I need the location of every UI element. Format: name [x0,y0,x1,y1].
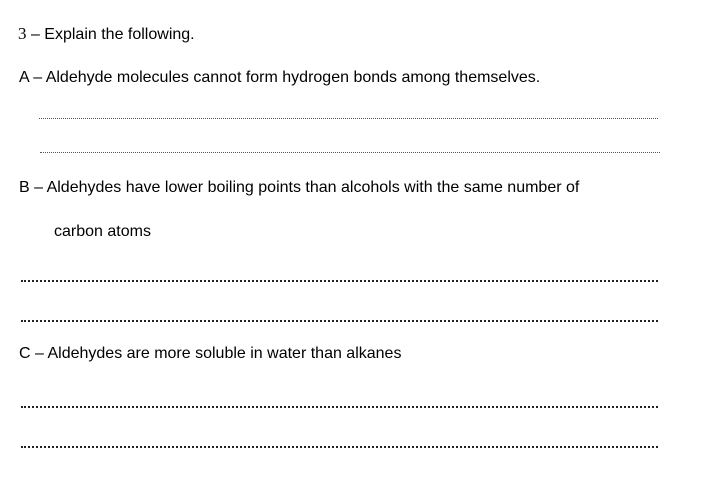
part-a-letter: A [19,69,29,86]
answer-line-a-1[interactable] [39,118,658,119]
part-c-text: Aldehydes are more soluble in water than alkanes [47,345,402,362]
answer-line-c-2[interactable] [21,446,658,448]
question-number: 3 [18,24,27,43]
question-instruction: Explain the following. [44,26,195,43]
question-dash: – [26,26,45,43]
answer-line-b-1[interactable] [21,280,658,282]
part-b-dash: – [29,179,47,196]
part-c-dash: – [30,345,48,362]
answer-line-c-1[interactable] [21,406,658,408]
part-b-continuation: carbon atoms [54,223,151,240]
answer-line-b-2[interactable] [21,320,658,322]
question-heading [18,24,195,45]
part-a-prompt [19,68,540,88]
part-c-prompt [19,344,401,364]
part-b-prompt [19,178,579,198]
part-c-letter: C [19,345,31,362]
part-a-dash: – [28,69,46,86]
part-b-letter: B [19,179,30,196]
part-b-text: Aldehydes have lower boiling points than alcohols with the same number of [46,179,580,196]
answer-line-a-2[interactable] [40,152,660,153]
part-a-text: Aldehyde molecules cannot form hydrogen bonds among themselves. [45,69,541,86]
